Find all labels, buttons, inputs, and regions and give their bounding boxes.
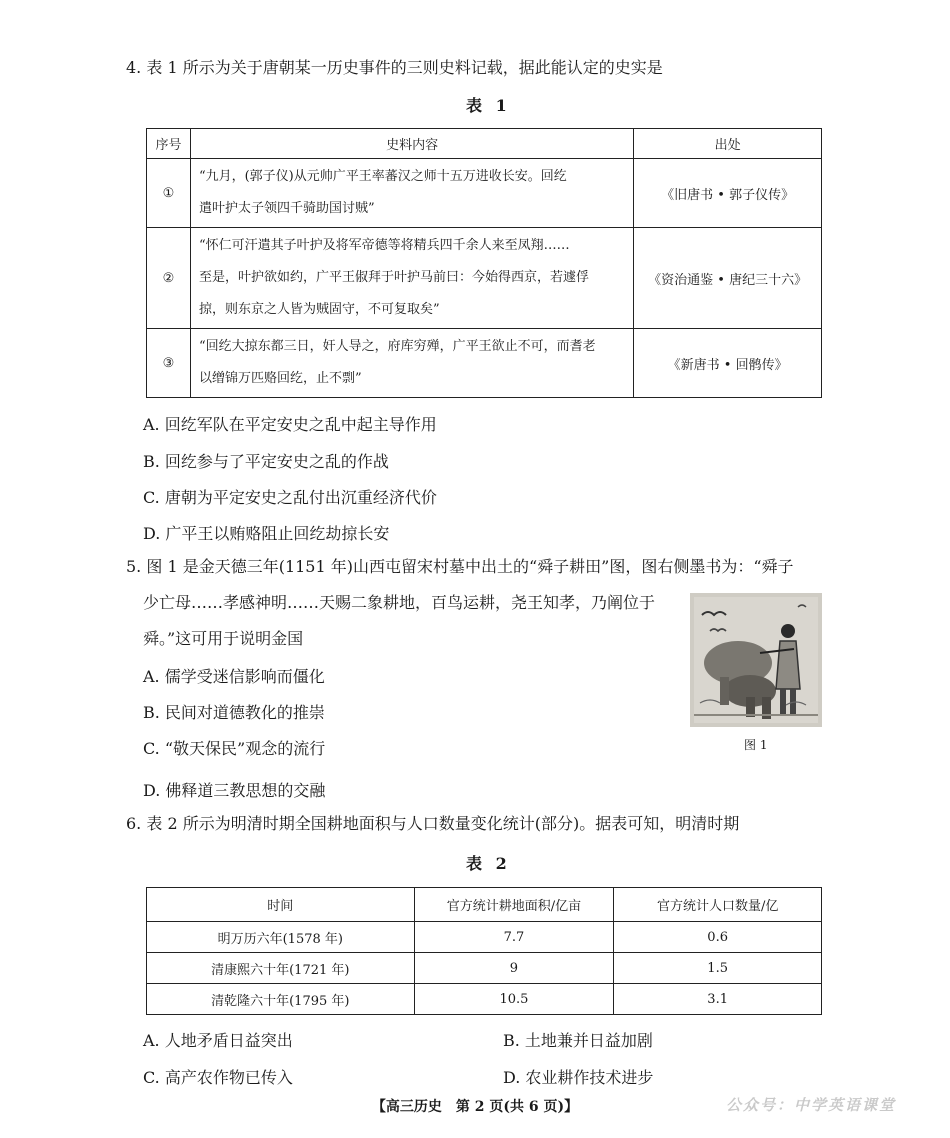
table2-row — [147, 953, 822, 984]
table1-row-number: ② — [147, 228, 191, 329]
table1-header: 出处 — [634, 129, 822, 159]
table-1 — [146, 128, 822, 398]
table2-row — [147, 922, 822, 953]
q6-option-b: B. 土地兼并日益加剧 — [503, 1031, 653, 1050]
content-line: 遣叶护太子领四千骑助国讨贼” — [198, 201, 375, 216]
table2-title: 表 2 — [466, 854, 511, 873]
table2-pop: 0.6 — [614, 922, 822, 953]
table2-pop: 1.5 — [614, 953, 822, 984]
q6-option-d: D. 农业耕作技术进步 — [503, 1068, 654, 1087]
table1-row-content — [190, 329, 633, 398]
q5-option-b: B. 民间对道德教化的推崇 — [143, 703, 325, 722]
mural-illustration — [690, 593, 822, 727]
q6-stem: 6. 表 2 所示为明清时期全国耕地面积与人口数量变化统计(部分)。据表可知，明清时期 — [126, 814, 740, 833]
q4-option-b: B. 回纥参与了平定安史之乱的作战 — [143, 452, 389, 471]
q4-stem: 4. 表 1 所示为关于唐朝某一历史事件的三则史料记载，据此能认定的史实是 — [126, 58, 663, 77]
table1-row-number: ① — [147, 159, 191, 228]
table1-row-source: 《旧唐书 • 郭子仪传》 — [634, 159, 822, 228]
table1-header: 序号 — [147, 129, 191, 159]
content-line: “九月，(郭子仪)从元帅广平王率蕃汉之师十五万进收长安。回纥 — [198, 169, 567, 184]
q4-option-a: A. 回纥军队在平定安史之乱中起主导作用 — [143, 415, 437, 434]
table1-row-number: ③ — [147, 329, 191, 398]
q6-option-c: C. 高产农作物已传入 — [143, 1068, 293, 1087]
table1-row — [147, 228, 822, 329]
q6-option-a: A. 人地矛盾日益突出 — [143, 1031, 293, 1050]
watermark: 公众号：中学英语课堂 — [726, 1096, 897, 1114]
table1-header-row — [147, 129, 822, 159]
table1-row-source: 《新唐书 • 回鹘传》 — [634, 329, 822, 398]
table1-row-content — [190, 228, 633, 329]
table2-header: 官方统计人口数量/亿 — [614, 888, 822, 922]
table2-row — [147, 984, 822, 1015]
table1-row — [147, 159, 822, 228]
table2-header-row — [147, 888, 822, 922]
table2-header: 时间 — [147, 888, 415, 922]
table2-land: 9 — [414, 953, 614, 984]
table2-land: 7.7 — [414, 922, 614, 953]
table2-time: 清康熙六十年(1721 年) — [147, 953, 415, 984]
table-2 — [146, 887, 822, 1015]
table1-title: 表 1 — [466, 96, 511, 115]
table2-time: 清乾隆六十年(1795 年) — [147, 984, 415, 1015]
q5-option-a: A. 儒学受迷信影响而僵化 — [143, 667, 325, 686]
figure-1-caption: 图 1 — [744, 738, 768, 752]
q4-option-d: D. 广平王以贿赂阻止回纥劫掠长安 — [143, 524, 390, 543]
q5-stem-line: 舜。”这可用于说明金国 — [143, 629, 304, 648]
q5-stem-line: 5. 图 1 是金天德三年(1151 年)山西屯留宋村墓中出土的“舜子耕田”图，图右侧墨书为：“舜子 — [126, 557, 794, 576]
page-footer: 【高三历史 第 2 页(共 6 页)】 — [371, 1099, 579, 1115]
table1-row-source: 《资治通鉴 • 唐纪三十六》 — [634, 228, 822, 329]
q5-option-d: D. 佛释道三教思想的交融 — [143, 781, 326, 800]
table1-row — [147, 329, 822, 398]
q4-option-c: C. 唐朝为平定安史之乱付出沉重经济代价 — [143, 488, 437, 507]
content-line: “回纥大掠东都三日，奸人导之，府库穷殚，广平王欲止不可，而耆老 — [198, 339, 596, 354]
table2-land: 10.5 — [414, 984, 614, 1015]
table2-time: 明万历六年(1578 年) — [147, 922, 415, 953]
table1-row-content — [190, 159, 633, 228]
figure-1-image — [690, 593, 822, 727]
q5-stem-line: 少亡母……孝感神明……天赐二象耕地，百鸟运耕，尧王知孝，乃阐位于 — [143, 593, 656, 612]
table1-header: 史料内容 — [190, 129, 633, 159]
table2-pop: 3.1 — [614, 984, 822, 1015]
content-line: 以缯锦万匹赂回纥，止不剽” — [198, 371, 362, 386]
content-line: 掠，则东京之人皆为贼固守，不可复取矣” — [198, 302, 440, 317]
content-line: 至是，叶护欲如约，广平王俶拜于叶护马前曰：今始得西京，若遽俘 — [198, 270, 589, 285]
table2-header: 官方统计耕地面积/亿亩 — [414, 888, 614, 922]
q5-option-c: C. “敬天保民”观念的流行 — [143, 739, 326, 758]
content-line: “怀仁可汗遣其子叶护及将军帝德等将精兵四千余人来至凤翔…… — [198, 238, 570, 253]
